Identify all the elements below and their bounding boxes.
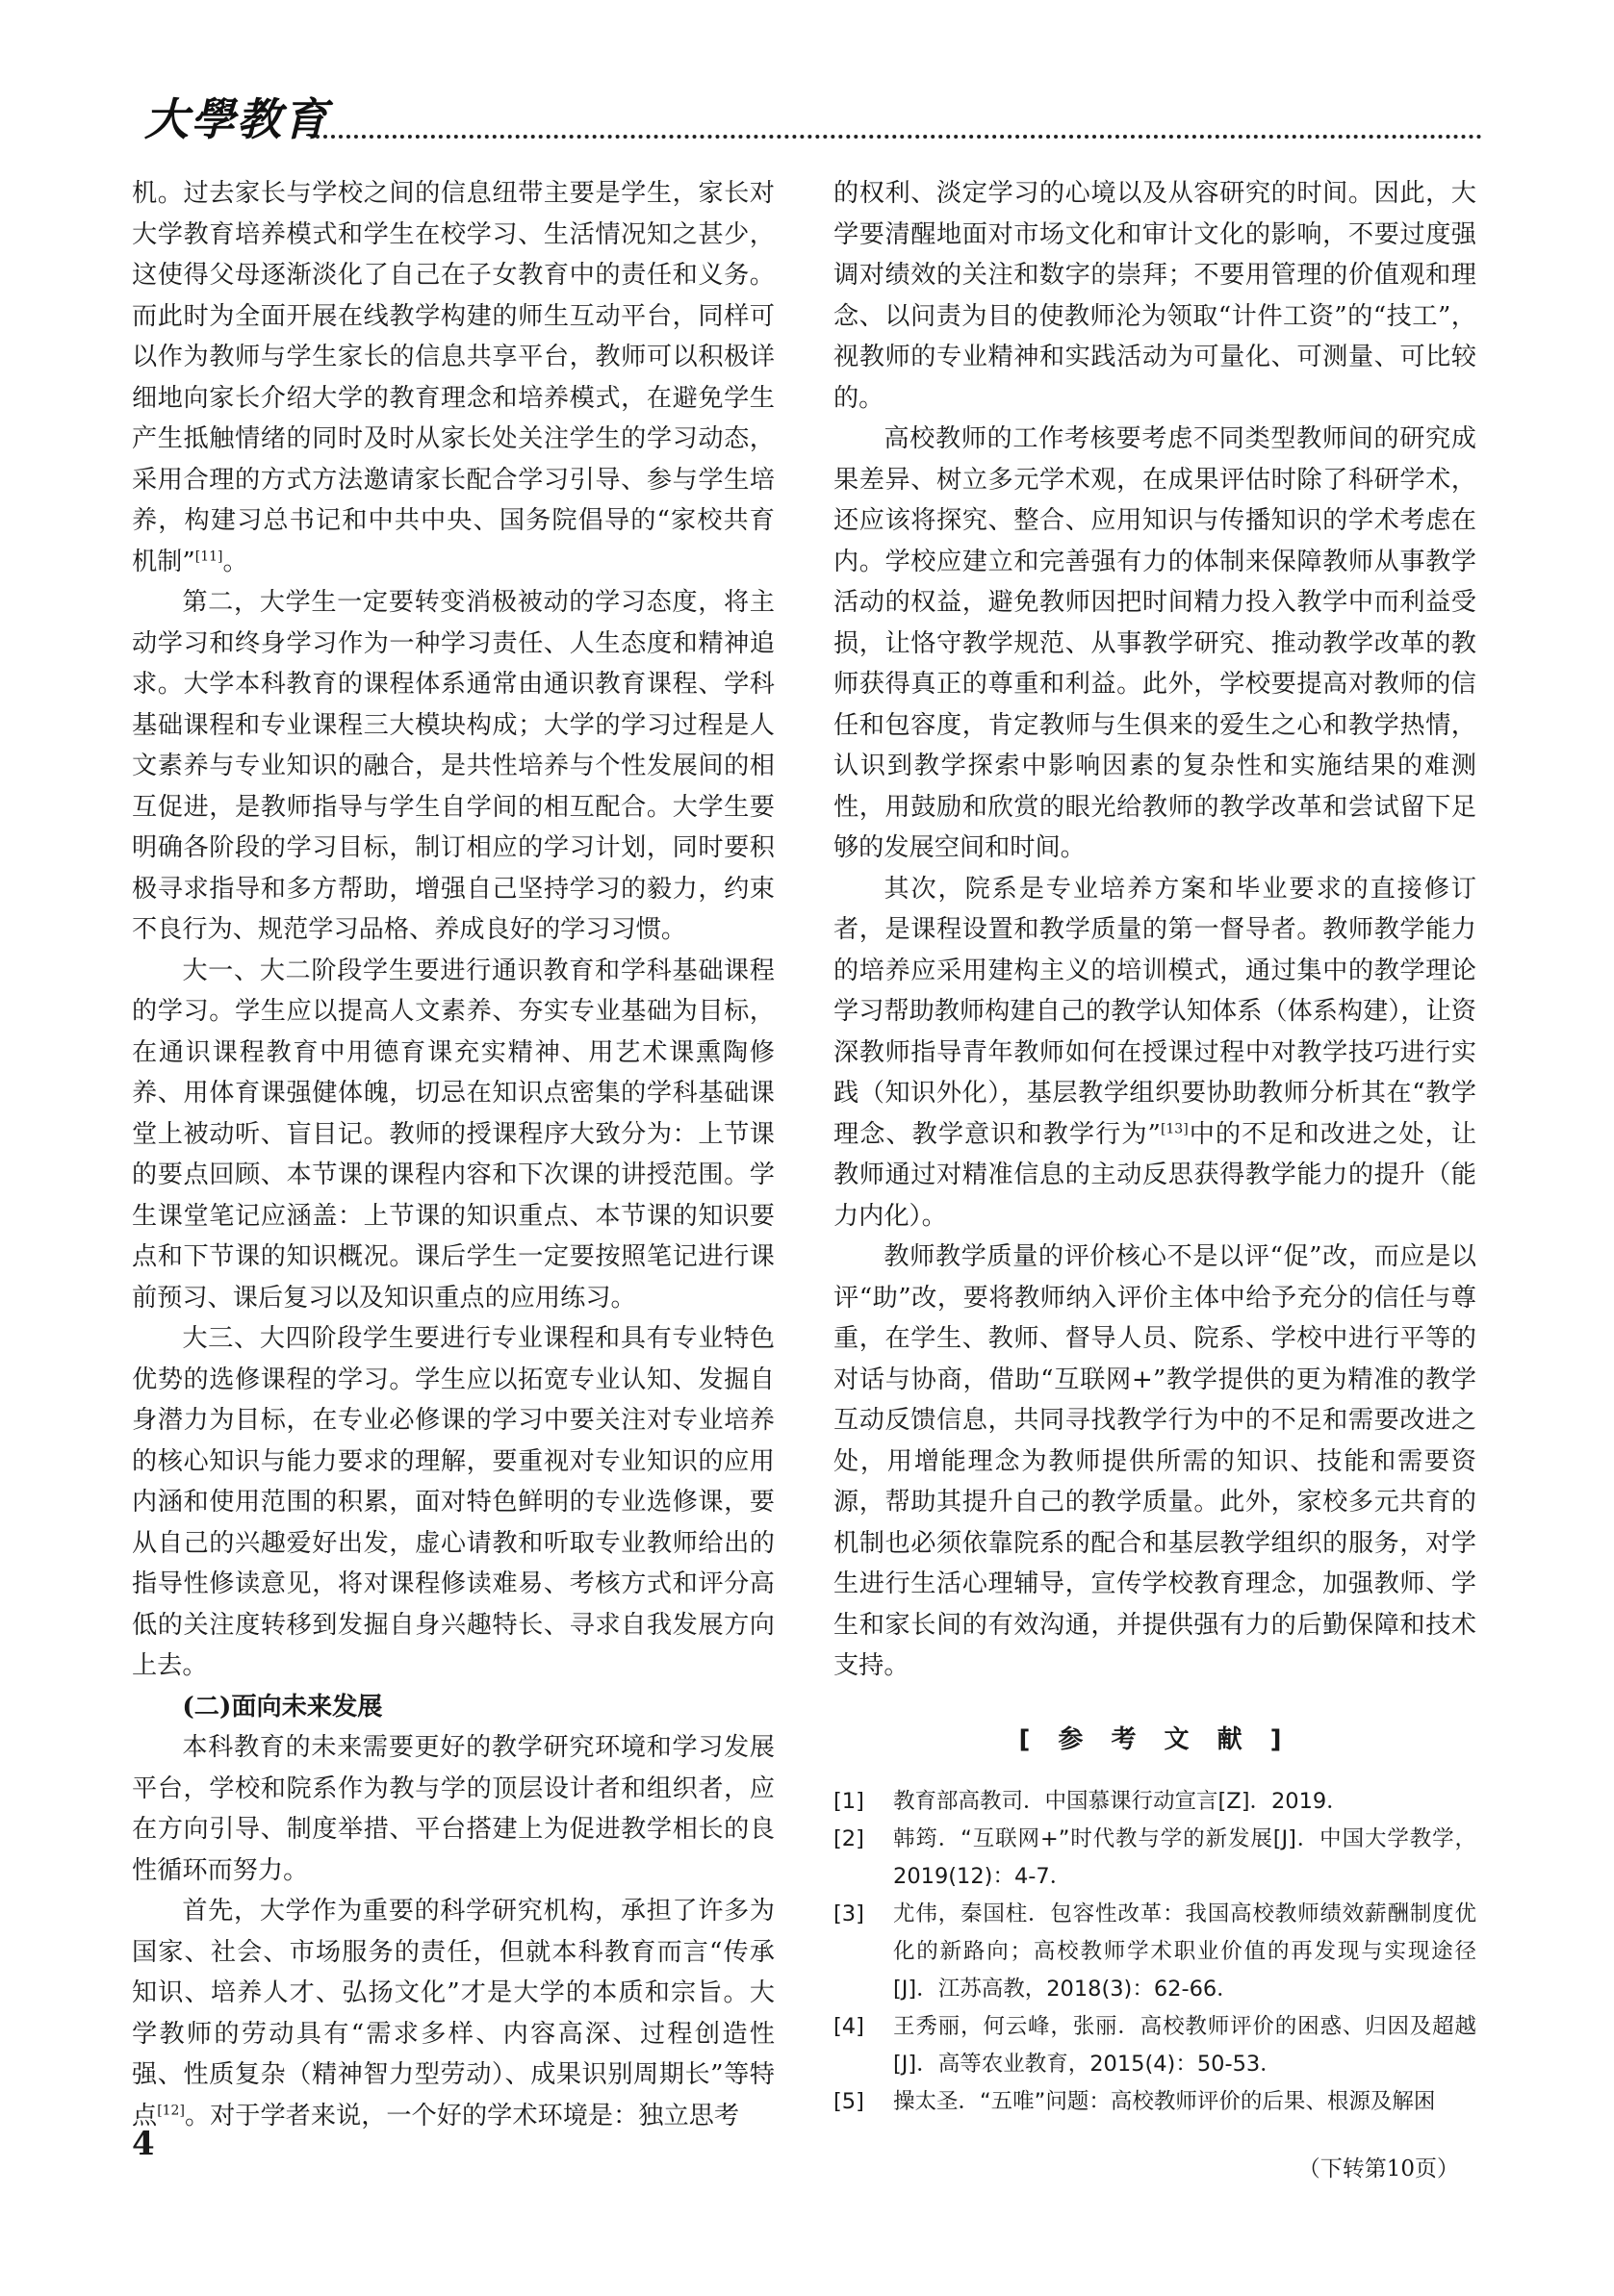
paragraph-text: 第二，大学生一定要转变消极被动的学习态度，将主动学习和终身学习作为一种学习责任、人生态度和精神追求。大学本科教育的课程体系通常由通识教育课程、学科基础课程和专业课程三大模块构成；大学的学习过程是人文素养与专业知识的融合，是共性培养与个性发展间的相互促进，是教师指导与学生自学间的相互配合。大学生要明确各阶段的学习目标，制订相应的学习计划，同时要积极寻求指导和多方帮助，增强自己坚持学习的毅力，约束不良行为、规范学习品格、养成良好的学习习惯。 <box>132 588 775 944</box>
paragraph-text: 大一、大二阶段学生要进行通识教育和学科基础课程的学习。学生应以提高人文素养、夯实专业基础为目标，在通识课程教育中用德育课充实精神、用艺术课熏陶修养、用体育课强健体魄，切忌在知识点密集的学科基础课堂上被动听、盲目记。教师的授课程序大致分为：上节课的要点回顾、本节课的课程内容和下次课的讲授范围。学生课堂笔记应涵盖：上节课的知识重点、本节课的知识要点和下节课的知识概况。课后学生一定要按照笔记进行课前预习、课后复习以及知识重点的应用练习。 <box>132 956 775 1313</box>
references-list <box>833 1783 1476 2121</box>
reference-item <box>833 2083 1476 2121</box>
paragraph <box>132 951 775 1319</box>
right-column-body <box>833 173 1476 1687</box>
citation-marker: [13] <box>1160 1120 1189 1136</box>
right-column <box>833 173 1476 2184</box>
reference-number: [5] <box>833 2088 864 2114</box>
header-dotted-rule <box>316 135 1482 139</box>
reference-item <box>833 1783 1476 1821</box>
paragraph <box>833 419 1476 869</box>
paragraph-text: 首先，大学作为重要的科学研究机构，承担了许多为国家、社会、市场服务的责任，但就本科教育而言“传承知识、培养人才、弘扬文化”才是大学的本质和宗旨。大学教师的劳动具有“需求多样、内容高深、过程创造性强、性质复杂（精神智力型劳动）、成果识别周期长”等特点 <box>132 1897 775 2130</box>
paragraph <box>833 173 1476 419</box>
reference-number: [4] <box>833 2013 864 2039</box>
reference-text: 韩筠．“互联网+”时代教与学的新发展[J]．中国大学教学，2019(12)：4-7． <box>893 1825 1476 1889</box>
paragraph-text: 的权利、淡定学习的心境以及从容研究的时间。因此，大学要清醒地面对市场文化和审计文化的影响，不要过度强调对绩效的关注和数字的崇拜；不要用管理的价值观和理念、以问责为目的使教师沦为领取“计件工资”的“技工”，视教师的专业精神和实践活动为可量化、可测量、可比较的。 <box>833 179 1476 413</box>
continued-note: （下转第10页） <box>1297 2156 1459 2181</box>
journal-logo: 大學教育 <box>144 93 329 145</box>
paragraph-text: 高校教师的工作考核要考虑不同类型教师间的研究成果差异、树立多元学术观，在成果评估时除了科研学术，还应该将探究、整合、应用知识与传播知识的学术考虑在内。学校应建立和完善强有力的体制来保障教师从事教学活动的权益，避免教师因把时间精力投入教学中而利益受损，让恪守教学规范、从事教学研究、推动教学改革的教师获得真正的尊重和利益。此外，学校要提高对教师的信任和包容度，肯定教师与生俱来的爱生之心和教学热情，认识到教学探索中影响因素的复杂性和实施结果的难测性，用鼓励和欣赏的眼光给教师的教学改革和尝试留下足够的发展空间和时间。 <box>833 424 1476 862</box>
section-heading: (二)面向未来发展 <box>182 1691 383 1722</box>
reference-item <box>833 1821 1476 1896</box>
reference-text: 操太圣．“五唯”问题：高校教师评价的后果、根源及解困 <box>893 2088 1436 2114</box>
paragraph <box>132 1727 775 1891</box>
reference-text: 王秀丽，何云峰，张丽．高校教师评价的困惑、归因及超越[J]．高等农业教育，2015(4)：50-53． <box>893 2013 1476 2077</box>
paragraph <box>833 869 1476 1237</box>
paragraph-text: 机。过去家长与学校之间的信息纽带主要是学生，家长对大学教育培养模式和学生在校学习、生活情况知之甚少，这使得父母逐渐淡化了自己在子女教育中的责任和义务。而此时为全面开展在线教学构建的师生互动平台，同样可以作为教师与学生家长的信息共享平台，教师可以积极详细地向家长介绍大学的教育理念和培养模式，在避免学生产生抵触情绪的同时及时从家长处关注学生的学习动态，采用合理的方式方法邀请家长配合学习引导、参与学生培养，构建习总书记和中共中央、国务院倡导的“家校共育机制” <box>132 179 775 576</box>
page-number: 4 <box>132 2125 155 2163</box>
paragraph-text: 教师教学质量的评价核心不是以评“促”改，而应是以评“助”改，要将教师纳入评价主体中给予充分的信任与尊重，在学生、教师、督导人员、院系、学校中进行平等的对话与协商，借助“互联网+”教学提供的更为精准的教学互动反馈信息，共同寻找教学行为中的不足和需要改进之处，用增能理念为教师提供所需的知识、技能和需要资源，帮助其提升自己的教学质量。此外，家校多元共育的机制也必须依靠院系的配合和基层教学组织的服务，对学生进行生活心理辅导，宣传学校教育理念，加强教师、学生和家长间的有效沟通，并提供强有力的后勤保障和技术支持。 <box>833 1242 1476 1680</box>
paragraph <box>132 582 775 951</box>
paragraph-tail: 中的不足和改进之处，让教师通过对精准信息的主动反思获得教学能力的提升（能力内化）。 <box>833 1119 1477 1231</box>
page-header <box>144 85 1482 145</box>
reference-number: [1] <box>833 1788 864 1814</box>
citation-marker: [12] <box>157 2102 185 2118</box>
paragraph-tail: 。对于学者来说，一个好的学术环境是：独立思考 <box>184 2101 740 2130</box>
paragraph-text: 其次，院系是专业培养方案和毕业要求的直接修订者，是课程设置和教学质量的第一督导者。教师教学能力的培养应采用建构主义的培训模式，通过集中的教学理论学习帮助教师构建自己的教学认知体系（体系构建），让资深教师指导青年教师如何在授课过程中对教学技巧进行实践（知识外化），基层教学组织要协助教师分析其在“教学理念、教学意识和教学行为” <box>833 874 1476 1149</box>
paragraph-tail: 。 <box>222 547 248 576</box>
paragraph-text: 本科教育的未来需要更好的教学研究环境和学习发展平台，学校和院系作为教与学的顶层设计者和组织者，应在方向引导、制度举措、平台搭建上为促进教学相长的良性循环而努力。 <box>132 1733 775 1885</box>
paragraph-text: 大三、大四阶段学生要进行专业课程和具有专业特色优势的选修课程的学习。学生应以拓宽专业认知、发掘自身潜力为目标，在专业必修课的学习中要关注对专业培养的核心知识与能力要求的理解，要重视对专业知识的应用内涵和使用范围的积累，面对特色鲜明的专业选修课，要从自己的兴趣爱好出发，虚心请教和听取专业教师给出的指导性修读意见，将对课程修读难易、考核方式和评分高低的关注度转移到发掘自身兴趣特长、寻求自我发展方向上去。 <box>132 1324 775 1680</box>
reference-text: 尤伟，秦国柱．包容性改革：我国高校教师绩效薪酬制度优化的新路向；高校教师学术职业价值的再发现与实现途径[J]．江苏高教，2018(3)：62-66． <box>893 1901 1476 2002</box>
reference-number: [3] <box>833 1901 864 1926</box>
paragraph <box>833 1237 1476 1687</box>
reference-item <box>833 2008 1476 2083</box>
reference-text: 教育部高教司．中国慕课行动宣言[Z]．2019． <box>893 1788 1348 1814</box>
paragraph <box>132 173 775 582</box>
left-column <box>132 173 775 2136</box>
reference-number: [2] <box>833 1825 864 1851</box>
paragraph <box>132 1891 775 2136</box>
paragraph <box>132 1318 775 1687</box>
references-title: [ 参 考 文 献 ] <box>1018 1724 1292 1754</box>
reference-item <box>833 1896 1476 2008</box>
citation-marker: [11] <box>194 548 223 564</box>
